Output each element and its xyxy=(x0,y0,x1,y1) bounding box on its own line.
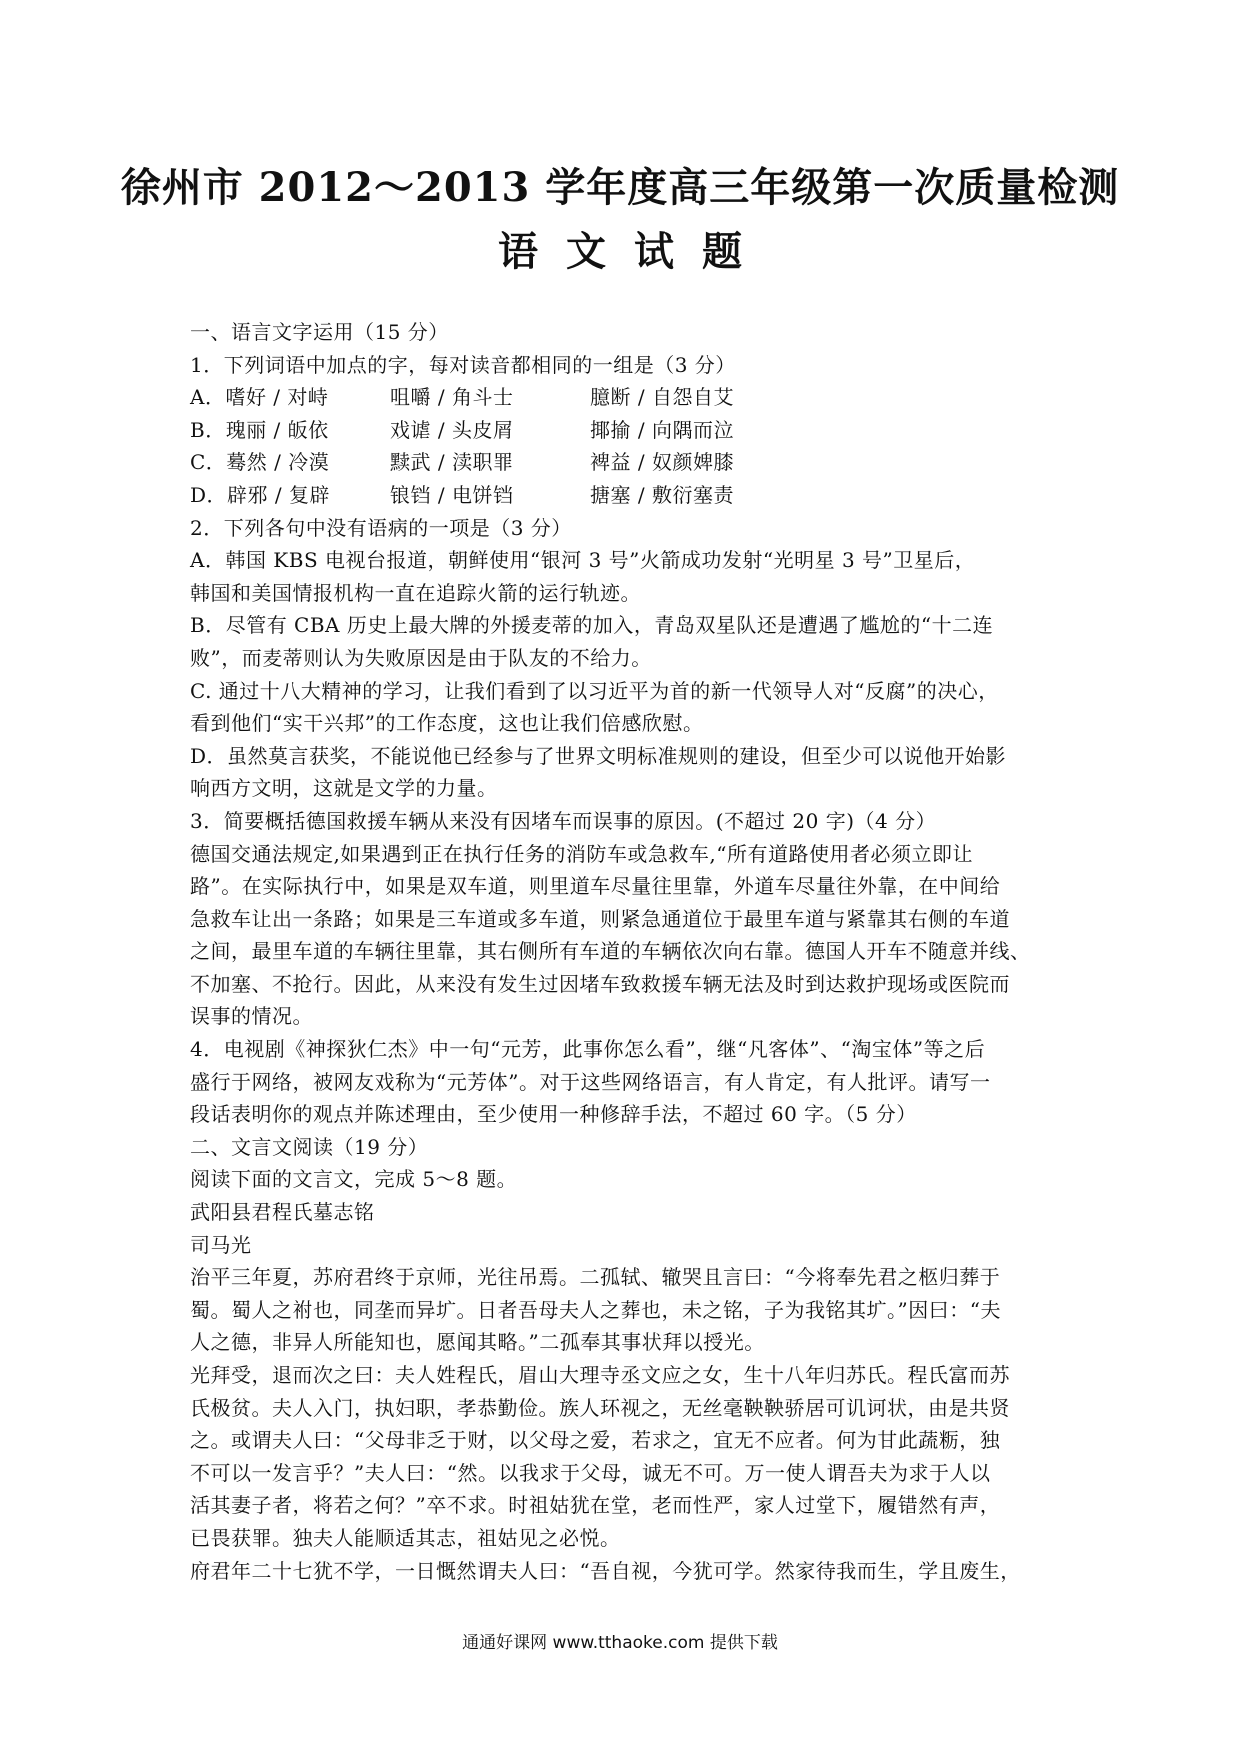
question-stem: 3．简要概括德国救援车辆从来没有因堵车而误事的原因。(不超过 20 字)（4 分） xyxy=(190,808,937,833)
text-line: 人之德，非异人所能知也，愿闻其略。”二孤奉其事状拜以授光。 xyxy=(190,1330,765,1355)
text-line: B．尽管有 CBA 历史上最大牌的外援麦蒂的加入，青岛双星队还是遭遇了尴尬的“十二连 xyxy=(190,613,994,638)
reading-intro: 阅读下面的文言文，完成 5～8 题。 xyxy=(190,1167,518,1192)
option-cell: 搪塞 / 敷衍塞责 xyxy=(590,482,734,507)
text-line: 败”，而麦蒂则认为失败原因是由于队友的不给力。 xyxy=(190,645,652,670)
text-line: 已畏获罪。独夫人能顺适其志，祖姑见之必悦。 xyxy=(190,1525,621,1550)
text-line: 急救车让出一条路；如果是三车道或多车道，则紧急通道位于最里车道与紧靠其右侧的车道 xyxy=(190,906,1010,931)
text-line: 段话表明你的观点并陈述理由，至少使用一种修辞手法，不超过 60 字。（5 分） xyxy=(190,1102,917,1127)
option-row xyxy=(190,381,1060,414)
option-row xyxy=(190,414,1060,447)
text-line: 路”。在实际执行中，如果是双车道，则里道车尽量往里靠，外道车尽量往外靠，在中间给 xyxy=(190,874,1001,899)
option-cell: 裨益 / 奴颜婢膝 xyxy=(590,450,734,475)
page-title: 徐州市 2012～2013 学年度高三年级第一次质量检测 xyxy=(120,164,1120,211)
exam-body xyxy=(190,316,1060,1587)
text-line: 之。或谓夫人曰：“父母非乏于财，以父母之爱，若求之，宜无不应者。何为甘此蔬粝，独 xyxy=(190,1428,1001,1453)
question-stem: 2．下列各句中没有语病的一项是（3 分） xyxy=(190,515,572,540)
text-line: 韩国和美国情报机构一直在追踪火箭的运行轨迹。 xyxy=(190,580,641,605)
text-line: 之间，最里车道的车辆往里靠，其右侧所有车道的车辆依次向右靠。德国人开车不随意并线、 xyxy=(190,939,1031,964)
option-cell: C．蓦然 / 冷漠 xyxy=(190,450,330,475)
question-stem: 1．下列词语中加点的字，每对读音都相同的一组是（3 分） xyxy=(190,352,736,377)
text-line: C. 通过十八大精神的学习，让我们看到了以习近平为首的新一代领导人对“反腐”的决心， xyxy=(190,678,999,703)
option-row xyxy=(190,446,1060,479)
text-author: 司马光 xyxy=(190,1232,252,1257)
text-line: 德国交通法规定,如果遇到正在执行任务的消防车或急救车,“所有道路使用者必须立即让 xyxy=(190,841,973,866)
section-heading: 一、语言文字运用（15 分） xyxy=(190,320,449,344)
text-line: D．虽然莫言获奖，不能说他已经参与了世界文明标准规则的建设，但至少可以说他开始影 xyxy=(190,743,1007,768)
section-heading: 二、文言文阅读（19 分） xyxy=(190,1134,429,1159)
text-line: 光拜受，退而次之曰：夫人姓程氏，眉山大理寺丞文应之女，生十八年归苏氏。程氏富而苏 xyxy=(190,1363,1010,1387)
text-line: 看到他们“实干兴邦”的工作态度，这也让我们倍感欣慰。 xyxy=(190,711,704,736)
text-line: 响西方文明，这就是文学的力量。 xyxy=(190,776,498,801)
text-line: 不可以一发言乎？”夫人曰：“然。以我求于父母，诚无不可。万一使人谓吾夫为求于人以 xyxy=(190,1460,991,1485)
text-line: A．韩国 KBS 电视台报道，朝鲜使用“银河 3 号”火箭成功发射“光明星 3 号”卫星后， xyxy=(190,548,976,573)
text-line: 误事的情况。 xyxy=(190,1004,313,1029)
text-line: 蜀。蜀人之祔也，同垄而异圹。日者吾母夫人之葬也，未之铭，子为我铭其圹。”因曰：“夫 xyxy=(190,1297,1001,1322)
text-line: 盛行于网络，被网友戏称为“元芳体”。对于这些网络语言，有人肯定，有人批评。请写一 xyxy=(190,1069,991,1094)
text-line: 活其妻子者，将若之何？”卒不求。时祖姑犹在堂，老而性严，家人过堂下，履错然有声， xyxy=(190,1493,1001,1518)
text-line: 4．电视剧《神探狄仁杰》中一句“元芳，此事你怎么看”，继“凡客体”、“淘宝体”等之后 xyxy=(190,1037,986,1062)
option-cell: 咀嚼 / 角斗士 xyxy=(390,385,514,410)
option-cell: D．辟邪 / 复辟 xyxy=(190,482,330,507)
text-line: 氏极贫。夫人入门，执妇职，孝恭勤俭。族人环视之，无丝毫鞅鞅骄居可讥诃状，由是共贤 xyxy=(190,1395,1010,1420)
page-subtitle: 语文试题 xyxy=(498,228,770,275)
option-cell: A．嗜好 / 对峙 xyxy=(190,385,329,410)
option-cell: 黩武 / 渎职罪 xyxy=(390,450,514,475)
option-cell: B．瑰丽 / 皈依 xyxy=(190,417,329,442)
text-line: 府君年二十七犹不学，一日慨然谓夫人曰：“吾自视，今犹可学。然家待我而生，学且废生， xyxy=(190,1558,1021,1583)
option-row xyxy=(190,479,1060,512)
option-cell: 臆断 / 自怨自艾 xyxy=(590,385,734,410)
footer-credit: 通通好课网 www.tthaoke.com 提供下载 xyxy=(462,1633,778,1653)
option-cell: 锒铛 / 电饼铛 xyxy=(390,482,514,507)
option-cell: 戏谑 / 头皮屑 xyxy=(390,417,514,442)
option-cell: 揶揄 / 向隅而泣 xyxy=(590,417,734,442)
text-line: 不加塞、不抢行。因此，从来没有发生过因堵车致救援车辆无法及时到达救护现场或医院而 xyxy=(190,971,1010,996)
text-line: 治平三年夏，苏府君终于京师，光往吊焉。二孤轼、辙哭且言曰：“今将奉先君之柩归葬于 xyxy=(190,1265,1001,1290)
text-title: 武阳县君程氏墓志铭 xyxy=(190,1200,375,1225)
